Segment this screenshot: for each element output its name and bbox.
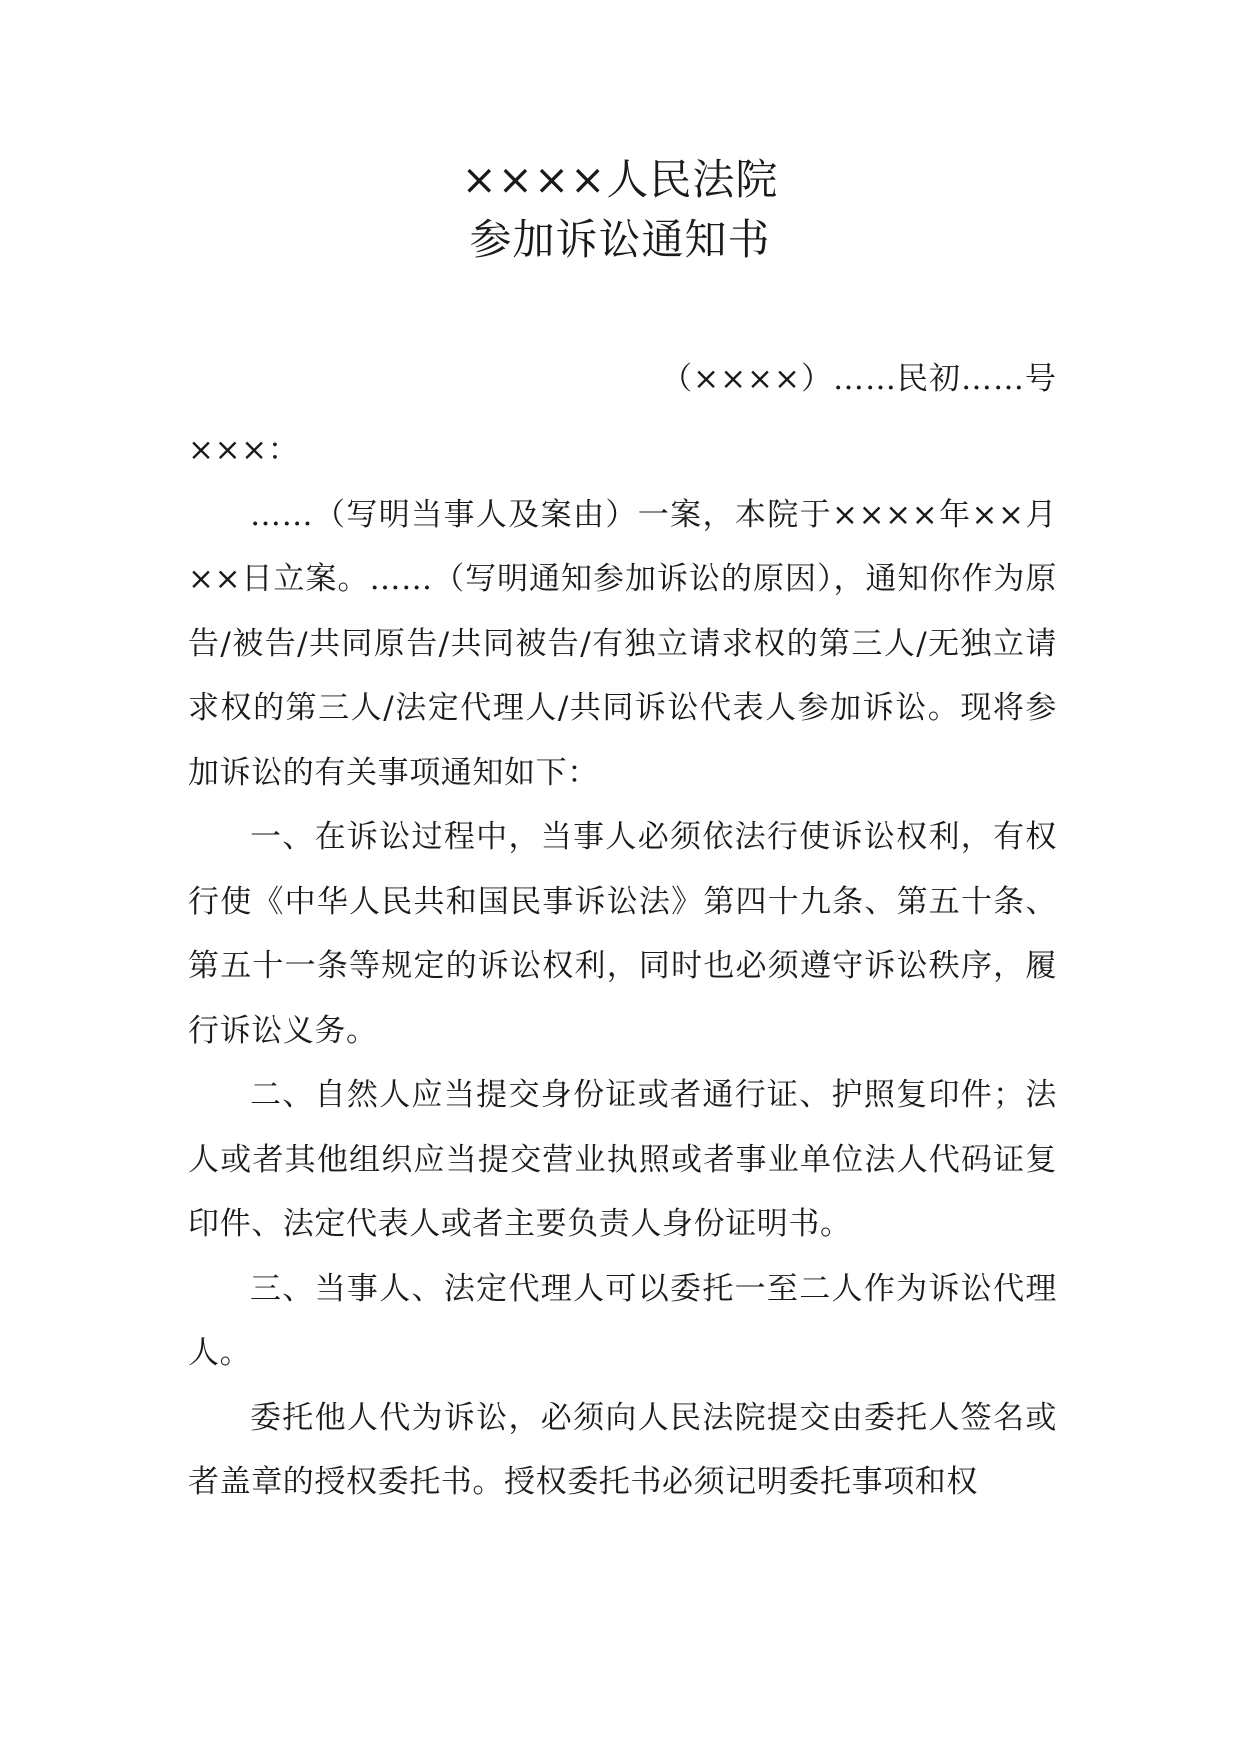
- paragraph-item-1: 一、在诉讼过程中，当事人必须依法行使诉讼权利，有权行使《中华人民共和国民事诉讼法》第四十九条、第五十条、第五十一条等规定的诉讼权利，同时也必须遵守诉讼秩序，履行诉讼义务。: [188, 819, 1057, 1049]
- court-name: ××××人民法院: [461, 155, 779, 204]
- paragraph-item-2: 二、自然人应当提交身份证或者通行证、护照复印件；法人或者其他组织应当提交营业执照或者事业单位法人代码证复印件、法定代表人或者主要负责人身份证明书。: [188, 1077, 1057, 1242]
- document-title: 参加诉讼通知书: [469, 215, 771, 264]
- title-block: [0, 150, 1240, 270]
- case-number: （××××）……民初……号: [661, 361, 1057, 397]
- paragraph-item-3: 三、当事人、法定代理人可以委托一至二人作为诉讼代理人。: [188, 1270, 1057, 1371]
- paragraph-authorization: 委托他人代为诉讼，必须向人民法院提交由委托人签名或者盖章的授权委托书。授权委托书必须记明委托事项和权: [188, 1399, 1057, 1500]
- paragraph-intro: ……（写明当事人及案由）一案，本院于××××年××月××日立案。……（写明通知参加诉讼的原因），通知你作为原告/被告/共同原告/共同被告/有独立请求权的第三人/无独立请求权的第三人/法定代理人/共同诉讼代表人参加诉讼。现将参加诉讼的有关事项通知如下：: [188, 496, 1057, 791]
- document-body: [188, 418, 1057, 1515]
- addressee: ×××：: [188, 432, 300, 468]
